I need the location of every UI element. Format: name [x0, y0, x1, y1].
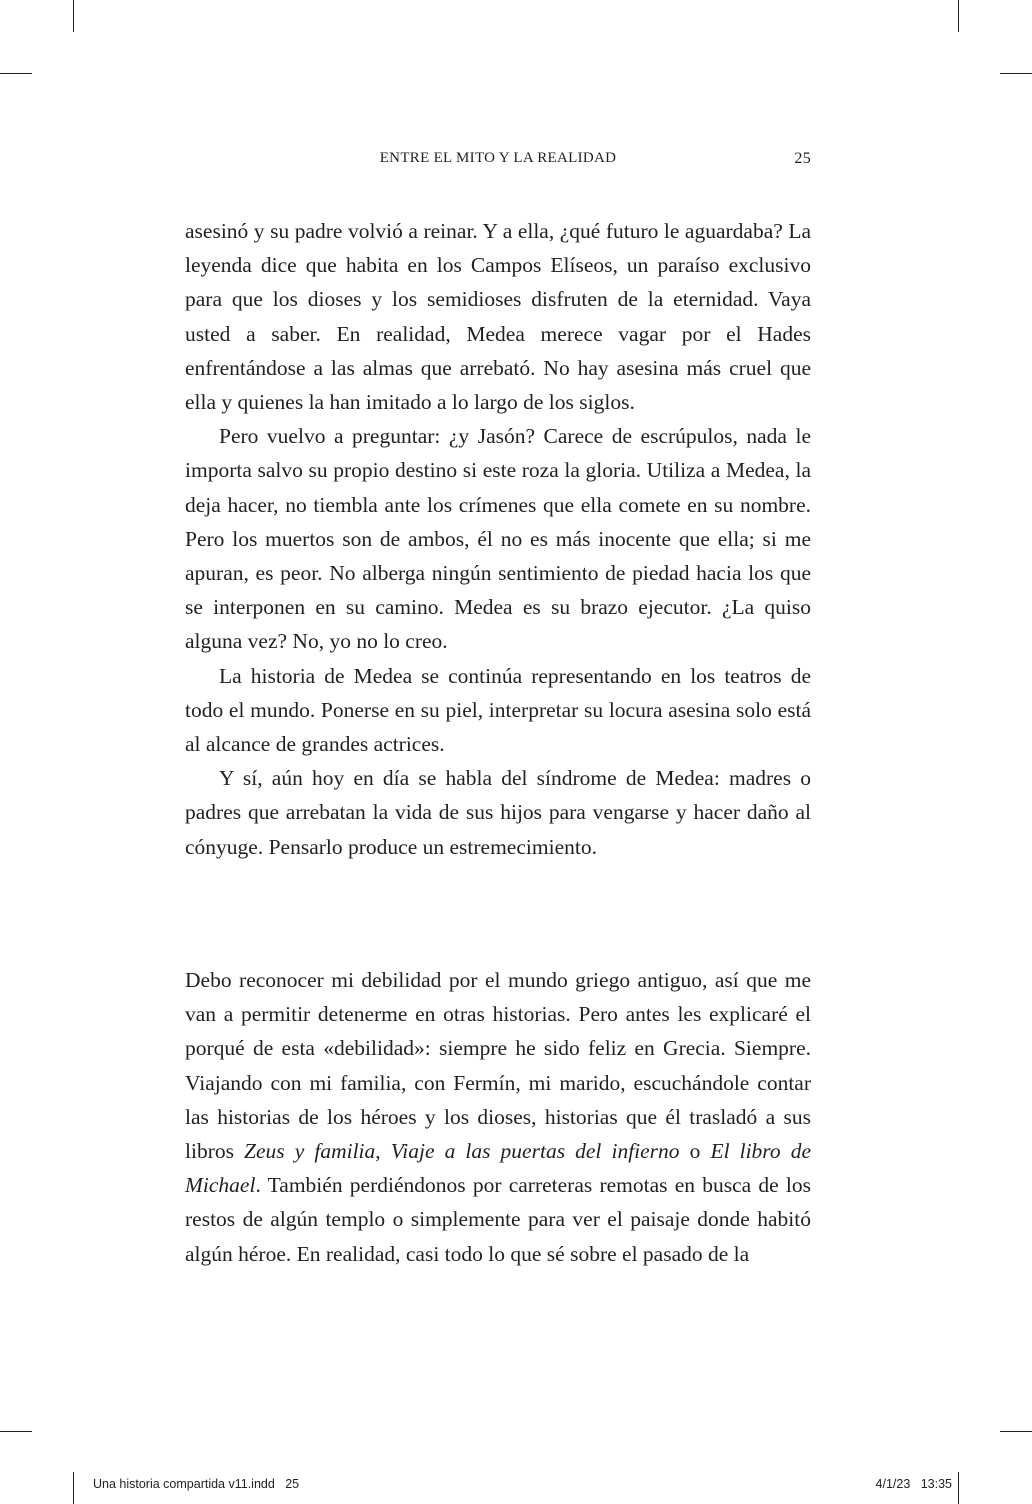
crop-mark-top-right-horizontal: [1000, 73, 1032, 74]
running-head: [185, 148, 811, 172]
paragraph: asesinó y su padre volvió a reinar. Y a ella, ¿qué futuro le aguardaba? La leyenda dice que habita en los Campos Elíseos, un paraíso exclusivo para que los dioses y los semidioses disfruten de la eternidad. Vaya usted a saber. En realidad, Medea merece vagar por el Hades enfrentándose a las almas que arrebató. No hay asesina más cruel que ella y quienes la han imitado a lo largo de los siglos.: [185, 219, 811, 415]
body-text-section-2: [185, 963, 811, 1271]
crop-mark-top-left-horizontal: [0, 73, 32, 74]
book-title: Zeus y familia: [244, 1139, 376, 1164]
book-title: Viaje a las puertas del infierno: [390, 1139, 680, 1164]
text-run: o: [679, 1139, 711, 1164]
text-run: ,: [375, 1139, 391, 1164]
slug-date-time: 4/1/23 13:35: [875, 1477, 952, 1491]
text-run: . También perdiéndonos por carreteras remotas en busca de los restos de algún templo o simplemente para ver el paisaje donde habitó algún héroe. En realidad, casi todo lo que sé sobre el pasado de la: [185, 1173, 811, 1266]
slug-file-name: Una historia compartida v11.indd 25: [93, 1477, 300, 1491]
running-head-title: ENTRE EL MITO Y LA REALIDAD: [379, 150, 617, 166]
body-text-section-1: [185, 214, 811, 864]
book-title: El libro de Michael: [185, 1139, 811, 1198]
paragraph: Y sí, aún hoy en día se habla del síndrome de Medea: madres o padres que arrebatan la vida de sus hijos para vengarse y hacer daño al cónyuge. Pensarlo produce un estremecimiento.: [185, 766, 811, 859]
paragraph: Pero vuelvo a preguntar: ¿y Jasón? Carece de escrúpulos, nada le importa salvo su propio destino si este roza la gloria. Utiliza a Medea, la deja hacer, no tiembla ante los crímenes que ella comete en su nombre. Pero los muertos son de ambos, él no es más inocente que ella; si me apuran, es peor. No alberga ningún sentimiento de piedad hacia los que se interponen en su camino. Medea es su brazo ejecutor. ¿La quiso alguna vez? No, yo no lo creo.: [185, 424, 811, 654]
paragraph: [185, 963, 811, 1271]
crop-mark-bottom-left-horizontal: [0, 1431, 32, 1432]
text-run: Debo reconocer mi debilidad por el mundo griego antiguo, así que me van a permitir detenerme en otras historias. Pero antes les explicaré el porqué de esta «debilidad»: siempre he sido feliz en Grecia. Siempre. Viajando con mi familia, con Fermín, mi marido, escuchándole contar las historias de los héroes y los dioses, historias que él trasladó a sus libros: [185, 968, 811, 1164]
paragraph: La historia de Medea se continúa representando en los teatros de todo el mundo. Ponerse en su piel, interpretar su locura asesina solo está al alcance de grandes actrices.: [185, 663, 811, 757]
crop-mark-top-left-vertical: [73, 0, 74, 32]
crop-mark-bottom-right-vertical: [958, 1472, 959, 1504]
crop-mark-bottom-right-horizontal: [1000, 1431, 1032, 1432]
page-number: 25: [794, 150, 811, 167]
crop-mark-top-right-vertical: [958, 0, 959, 32]
crop-mark-bottom-left-vertical: [73, 1472, 74, 1504]
